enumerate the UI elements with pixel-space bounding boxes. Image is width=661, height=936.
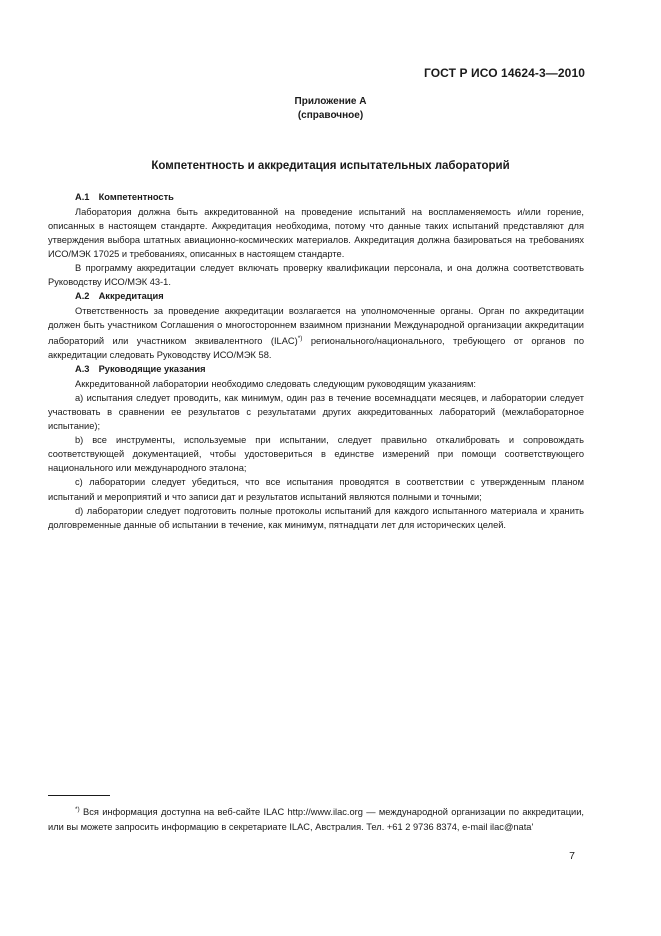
paragraph: В программу аккредитации следует включать проверку квалификации персонала, и она должна соответствовать Руководству ИСО/МЭК 43-1.	[48, 262, 584, 288]
list-item: а) испытания следует проводить, как минимум, один раз в течение восемнадцати месяцев, и лаборатории следует участвовать в сравнении ее результатов с результатами других аккредитованных лабораторий (межлабораторное испытание);	[48, 392, 584, 432]
page-title: Компетентность и аккредитация испытательных лабораторий	[151, 160, 510, 172]
section-heading-a2	[48, 289, 584, 304]
paragraph-text: Ответственность за проведение аккредитации возлагается на уполномоченные органы. Орган по аккредитации должен быть участником Соглашения о многостороннем взаимном признании Международной организации аккредитации лабораторий или участником эквивалентного (ILAC)	[48, 305, 584, 347]
section-title: Руководящие указания	[98, 364, 206, 375]
section-number: А.2	[75, 291, 90, 302]
footnote-text: Вся информация доступна на веб-сайте ILAC http://www.ilac.org — международной организации по аккредитации, или вы можете запросить информацию в секретариате ILAC, Австралия. Тел. +61 2 9736 8374, e-mail ilac@nata'	[48, 807, 584, 833]
section-number: А.3	[75, 364, 90, 375]
paragraph	[48, 304, 584, 362]
list-item: b) все инструменты, используемые при испытании, следует правильно откалибровать и сопровождать соответствующей документацией, чтобы удостовериться в единстве измерений при помощи соответствующего национального или международного эталона;	[48, 435, 584, 474]
section-title: Компетентность	[98, 192, 174, 202]
list-item: с) лаборатории следует убедиться, что все испытания проводятся в соответствии с утвержденным планом испытаний и мероприятий и что записи дат и результатов испытаний являются полными и точными;	[48, 477, 584, 502]
list-item: d) лаборатории следует подготовить полные протоколы испытаний для каждого испытанного материала и хранить долговременные данные об испытании в течение, как минимум, пятнадцати лет для исторических целей.	[48, 505, 584, 530]
paragraph: Лаборатория должна быть аккредитованной на проведение испытаний на воспламеняемость и/или горение, описанных в настоящем стандарте. Аккредитация необходима, потому что данные таких испытаний представляют для утверждения выбора штатных авиационно-космических материалов. Аккредитация должна базироваться на требованиях ИСО/МЭК 17025 и требованиях, описанных в настоящем стандарте.	[48, 206, 584, 259]
section-heading-a3	[48, 362, 584, 377]
document-code: ГОСТ Р ИСО 14624-3—2010	[423, 66, 585, 80]
section-heading-a1	[48, 190, 584, 205]
appendix-subtitle: (справочное)	[297, 110, 364, 121]
footnote-marker: *)	[75, 806, 80, 813]
page-number: 7	[569, 850, 575, 862]
footnote-reference: *)	[297, 334, 303, 342]
body-text	[48, 190, 584, 532]
appendix-heading	[0, 95, 661, 123]
section-number: А.1	[75, 192, 90, 202]
section-title: Аккредитация	[98, 291, 164, 302]
paragraph-text: регионального/национального, требующего от органов по аккредитации следовать Руководству ИСО/МЭК 58.	[48, 336, 584, 361]
footnote	[48, 802, 584, 835]
paragraph: Аккредитованной лаборатории необходимо следовать следующим руководящим указаниям:	[75, 378, 476, 389]
footnote-divider	[48, 795, 110, 796]
appendix-title: Приложение А	[294, 96, 367, 107]
footnote-paragraph	[48, 802, 584, 835]
